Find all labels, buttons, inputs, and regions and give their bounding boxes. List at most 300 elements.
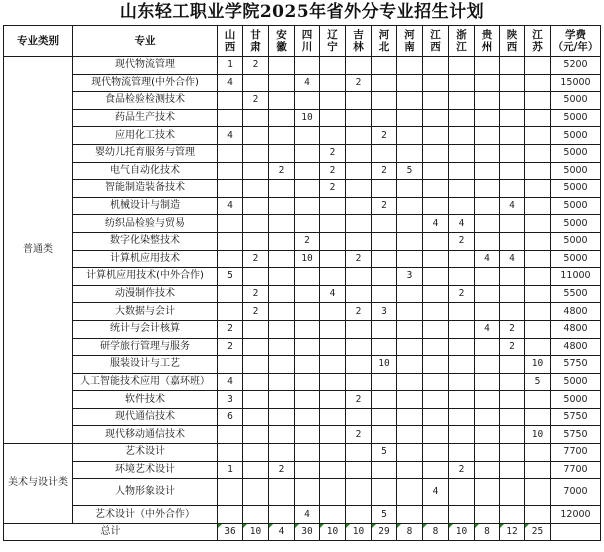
quota-cell bbox=[525, 127, 551, 145]
fee-cell: 7000 bbox=[551, 479, 601, 506]
quota-cell: 2 bbox=[320, 180, 346, 198]
fee-cell: 7700 bbox=[551, 461, 601, 479]
table-row bbox=[4, 109, 601, 127]
quota-cell bbox=[346, 356, 372, 374]
table-row bbox=[4, 338, 601, 356]
quota-cell bbox=[423, 391, 449, 409]
total-label: 总计 bbox=[4, 523, 218, 540]
quota-cell bbox=[449, 356, 475, 374]
major-cell: 机械设计与制造 bbox=[73, 197, 218, 215]
quota-cell bbox=[449, 144, 475, 162]
quota-cell bbox=[295, 144, 320, 162]
quota-cell: 10 bbox=[525, 426, 551, 444]
major-cell: 药品生产技术 bbox=[73, 109, 218, 127]
quota-cell: 1 bbox=[218, 57, 243, 75]
quota-cell bbox=[475, 268, 500, 286]
quota-cell bbox=[397, 180, 423, 198]
table-row bbox=[4, 144, 601, 162]
quota-cell bbox=[243, 506, 269, 524]
quota-cell bbox=[372, 479, 397, 506]
quota-cell bbox=[218, 303, 243, 321]
total-cell: 10 bbox=[320, 523, 346, 540]
quota-cell: 2 bbox=[243, 250, 269, 268]
fee-cell: 5000 bbox=[551, 373, 601, 391]
quota-cell: 4 bbox=[423, 479, 449, 506]
quota-cell bbox=[320, 373, 346, 391]
fee-cell: 5000 bbox=[551, 391, 601, 409]
quota-cell: 2 bbox=[346, 74, 372, 92]
header-province-char-1: 贵 bbox=[481, 29, 493, 41]
quota-cell: 4 bbox=[475, 250, 500, 268]
quota-cell: 2 bbox=[346, 426, 372, 444]
total-cell: 25 bbox=[525, 523, 551, 540]
quota-cell bbox=[320, 461, 346, 479]
quota-cell: 10 bbox=[372, 356, 397, 374]
quota-cell bbox=[423, 426, 449, 444]
header-province-char-1: 陕 bbox=[506, 29, 518, 41]
quota-cell bbox=[346, 373, 372, 391]
quota-cell: 2 bbox=[295, 232, 320, 250]
quota-cell bbox=[500, 373, 525, 391]
quota-cell bbox=[525, 109, 551, 127]
quota-cell bbox=[525, 338, 551, 356]
quota-cell bbox=[295, 285, 320, 303]
table-row bbox=[4, 391, 601, 409]
quota-cell bbox=[397, 232, 423, 250]
quota-cell bbox=[218, 426, 243, 444]
quota-cell bbox=[269, 144, 295, 162]
major-cell: 软件技术 bbox=[73, 391, 218, 409]
fee-cell: 5500 bbox=[551, 285, 601, 303]
quota-cell bbox=[243, 144, 269, 162]
major-cell: 现代物流管理 bbox=[73, 57, 218, 75]
quota-cell bbox=[218, 215, 243, 233]
fee-cell: 11000 bbox=[551, 268, 601, 286]
quota-cell bbox=[218, 232, 243, 250]
quota-cell bbox=[449, 426, 475, 444]
major-cell: 服装设计与工艺 bbox=[73, 356, 218, 374]
quota-cell bbox=[449, 92, 475, 110]
quota-cell bbox=[372, 92, 397, 110]
quota-cell bbox=[320, 57, 346, 75]
quota-cell: 4 bbox=[218, 373, 243, 391]
quota-cell bbox=[475, 92, 500, 110]
major-cell: 研学旅行管理与服务 bbox=[73, 338, 218, 356]
quota-cell bbox=[397, 144, 423, 162]
total-cell: 8 bbox=[475, 523, 500, 540]
quota-cell bbox=[475, 479, 500, 506]
quota-cell bbox=[475, 303, 500, 321]
quota-cell bbox=[372, 109, 397, 127]
fee-cell: 5000 bbox=[551, 197, 601, 215]
quota-cell bbox=[423, 232, 449, 250]
table-row bbox=[4, 506, 601, 524]
fee-cell: 5000 bbox=[551, 92, 601, 110]
table-row bbox=[4, 426, 601, 444]
major-cell: 现代物流管理(中外合作) bbox=[73, 74, 218, 92]
table-row bbox=[4, 197, 601, 215]
header-province-char-1: 甘 bbox=[250, 29, 261, 41]
quota-cell bbox=[500, 391, 525, 409]
quota-cell bbox=[346, 197, 372, 215]
quota-cell: 5 bbox=[525, 373, 551, 391]
header-province-char-2: 西 bbox=[430, 41, 441, 53]
total-cell: 10 bbox=[346, 523, 372, 540]
quota-cell: 4 bbox=[218, 74, 243, 92]
quota-cell bbox=[269, 74, 295, 92]
quota-cell bbox=[218, 144, 243, 162]
quota-cell: 2 bbox=[449, 285, 475, 303]
quota-cell bbox=[449, 444, 475, 462]
quota-cell bbox=[372, 461, 397, 479]
quota-cell bbox=[372, 285, 397, 303]
quota-cell bbox=[423, 506, 449, 524]
quota-cell bbox=[346, 444, 372, 462]
quota-cell bbox=[269, 408, 295, 426]
fee-cell: 5750 bbox=[551, 356, 601, 374]
quota-cell: 2 bbox=[346, 250, 372, 268]
quota-cell bbox=[449, 320, 475, 338]
header-province-char-1: 四 bbox=[301, 29, 313, 41]
quota-cell bbox=[423, 320, 449, 338]
quota-cell bbox=[397, 303, 423, 321]
total-cell: 8 bbox=[423, 523, 449, 540]
quota-cell bbox=[423, 285, 449, 303]
header-province-char-2: 北 bbox=[378, 41, 390, 53]
quota-cell bbox=[243, 109, 269, 127]
quota-cell bbox=[372, 250, 397, 268]
category-cell: 美术与设计类 bbox=[4, 444, 73, 524]
quota-cell bbox=[372, 373, 397, 391]
quota-cell bbox=[500, 162, 525, 180]
quota-cell bbox=[295, 444, 320, 462]
quota-cell bbox=[525, 461, 551, 479]
quota-cell bbox=[320, 444, 346, 462]
quota-cell bbox=[500, 268, 525, 286]
quota-cell: 3 bbox=[218, 391, 243, 409]
quota-cell bbox=[269, 373, 295, 391]
quota-cell: 2 bbox=[218, 338, 243, 356]
fee-cell: 4800 bbox=[551, 303, 601, 321]
fee-cell: 5000 bbox=[551, 215, 601, 233]
quota-cell bbox=[500, 127, 525, 145]
major-cell: 艺术设计（中外合作） bbox=[73, 506, 218, 524]
quota-cell bbox=[218, 506, 243, 524]
quota-cell bbox=[525, 197, 551, 215]
quota-cell bbox=[423, 444, 449, 462]
quota-cell bbox=[500, 180, 525, 198]
quota-cell bbox=[449, 109, 475, 127]
quota-cell bbox=[525, 444, 551, 462]
header-province-char-1: 辽 bbox=[327, 29, 338, 41]
quota-cell bbox=[500, 144, 525, 162]
quota-cell bbox=[525, 268, 551, 286]
quota-cell bbox=[525, 180, 551, 198]
quota-cell bbox=[269, 232, 295, 250]
quota-cell bbox=[475, 57, 500, 75]
header-province bbox=[372, 26, 397, 57]
quota-cell bbox=[243, 180, 269, 198]
table-row bbox=[4, 92, 601, 110]
total-cell: 8 bbox=[397, 523, 423, 540]
quota-cell bbox=[243, 162, 269, 180]
quota-cell bbox=[449, 373, 475, 391]
quota-cell bbox=[372, 232, 397, 250]
quota-cell bbox=[475, 408, 500, 426]
quota-cell: 2 bbox=[243, 285, 269, 303]
quota-cell bbox=[346, 338, 372, 356]
major-cell: 电气自动化技术 bbox=[73, 162, 218, 180]
quota-cell bbox=[449, 338, 475, 356]
quota-cell bbox=[218, 92, 243, 110]
quota-cell bbox=[320, 250, 346, 268]
quota-cell bbox=[423, 197, 449, 215]
quota-cell bbox=[397, 57, 423, 75]
quota-cell bbox=[397, 506, 423, 524]
major-cell: 艺术设计 bbox=[73, 444, 218, 462]
quota-cell bbox=[269, 127, 295, 145]
quota-cell bbox=[295, 57, 320, 75]
quota-cell bbox=[295, 373, 320, 391]
quota-cell bbox=[449, 408, 475, 426]
quota-cell: 2 bbox=[500, 320, 525, 338]
quota-cell bbox=[269, 57, 295, 75]
quota-cell bbox=[320, 506, 346, 524]
quota-cell bbox=[269, 391, 295, 409]
table-row bbox=[4, 162, 601, 180]
table-row bbox=[4, 127, 601, 145]
quota-cell bbox=[320, 215, 346, 233]
fee-cell: 5000 bbox=[551, 250, 601, 268]
quota-cell bbox=[243, 197, 269, 215]
quota-cell bbox=[295, 461, 320, 479]
category-cell: 普通类 bbox=[4, 57, 73, 444]
table-row bbox=[4, 320, 601, 338]
fee-cell: 4800 bbox=[551, 338, 601, 356]
header-province-char-2: 林 bbox=[353, 41, 364, 53]
quota-cell: 4 bbox=[500, 197, 525, 215]
quota-cell bbox=[346, 268, 372, 286]
fee-cell: 12000 bbox=[551, 506, 601, 524]
quota-cell bbox=[423, 338, 449, 356]
quota-cell: 4 bbox=[218, 127, 243, 145]
quota-cell: 4 bbox=[295, 506, 320, 524]
quota-cell bbox=[397, 356, 423, 374]
quota-cell bbox=[525, 144, 551, 162]
quota-cell bbox=[500, 461, 525, 479]
table-row bbox=[4, 57, 601, 75]
quota-cell bbox=[295, 92, 320, 110]
quota-cell bbox=[346, 408, 372, 426]
table-row bbox=[4, 180, 601, 198]
quota-cell bbox=[397, 320, 423, 338]
major-cell: 智能制造装备技术 bbox=[73, 180, 218, 198]
quota-cell bbox=[320, 109, 346, 127]
quota-cell bbox=[346, 232, 372, 250]
quota-cell bbox=[295, 197, 320, 215]
quota-cell bbox=[243, 426, 269, 444]
quota-cell bbox=[269, 506, 295, 524]
quota-cell bbox=[218, 162, 243, 180]
quota-cell bbox=[475, 180, 500, 198]
quota-cell: 4 bbox=[423, 215, 449, 233]
quota-cell bbox=[346, 285, 372, 303]
quota-cell bbox=[475, 461, 500, 479]
total-cell: 29 bbox=[372, 523, 397, 540]
quota-cell bbox=[500, 232, 525, 250]
quota-cell bbox=[475, 285, 500, 303]
quota-cell bbox=[423, 268, 449, 286]
table-row bbox=[4, 303, 601, 321]
quota-cell: 2 bbox=[320, 162, 346, 180]
fee-cell: 5000 bbox=[551, 162, 601, 180]
quota-cell bbox=[346, 92, 372, 110]
quota-cell bbox=[525, 479, 551, 506]
header-category: 专业类别 bbox=[4, 26, 73, 57]
header-province-char-2: 徽 bbox=[276, 41, 287, 53]
quota-cell: 2 bbox=[372, 162, 397, 180]
quota-cell bbox=[346, 461, 372, 479]
quota-cell bbox=[295, 356, 320, 374]
quota-cell bbox=[449, 506, 475, 524]
quota-cell bbox=[475, 356, 500, 374]
quota-cell bbox=[475, 197, 500, 215]
quota-cell bbox=[397, 92, 423, 110]
quota-cell bbox=[423, 373, 449, 391]
quota-cell bbox=[346, 144, 372, 162]
quota-cell: 2 bbox=[269, 461, 295, 479]
header-fee-line: （元/年） bbox=[552, 41, 599, 53]
quota-cell bbox=[449, 479, 475, 506]
quota-cell bbox=[320, 408, 346, 426]
quota-cell bbox=[320, 479, 346, 506]
quota-cell bbox=[269, 215, 295, 233]
total-cell: 30 bbox=[295, 523, 320, 540]
total-fee-cell bbox=[551, 523, 601, 540]
quota-cell bbox=[295, 408, 320, 426]
quota-cell bbox=[500, 479, 525, 506]
quota-cell: 2 bbox=[269, 162, 295, 180]
major-cell: 统计与会计核算 bbox=[73, 320, 218, 338]
major-cell: 计算机应用技术 bbox=[73, 250, 218, 268]
header-province-char-2: 宁 bbox=[327, 41, 338, 53]
header-fee-line: 学费 bbox=[565, 29, 586, 41]
quota-cell: 5 bbox=[397, 162, 423, 180]
quota-cell: 10 bbox=[525, 356, 551, 374]
quota-cell bbox=[372, 74, 397, 92]
quota-cell bbox=[346, 180, 372, 198]
quota-cell: 2 bbox=[320, 144, 346, 162]
table-row bbox=[4, 74, 601, 92]
quota-cell: 1 bbox=[218, 461, 243, 479]
table-row bbox=[4, 215, 601, 233]
quota-cell bbox=[243, 391, 269, 409]
quota-cell bbox=[475, 232, 500, 250]
header-province bbox=[320, 26, 346, 57]
quota-cell bbox=[500, 506, 525, 524]
quota-cell: 10 bbox=[295, 109, 320, 127]
quota-cell bbox=[295, 320, 320, 338]
major-cell: 大数据与会计 bbox=[73, 303, 218, 321]
quota-cell bbox=[500, 303, 525, 321]
total-cell: 12 bbox=[500, 523, 525, 540]
header-province-char-1: 浙 bbox=[456, 29, 467, 41]
quota-cell bbox=[423, 92, 449, 110]
major-cell: 计算机应用技术(中外合作) bbox=[73, 268, 218, 286]
quota-cell bbox=[320, 127, 346, 145]
major-cell: 动漫制作技术 bbox=[73, 285, 218, 303]
header-province-char-1: 河 bbox=[378, 29, 390, 41]
table-row bbox=[4, 356, 601, 374]
header-province-char-2: 西 bbox=[224, 41, 236, 53]
quota-cell: 4 bbox=[500, 250, 525, 268]
table-row bbox=[4, 232, 601, 250]
quota-cell bbox=[397, 461, 423, 479]
quota-cell bbox=[500, 92, 525, 110]
quota-cell bbox=[397, 109, 423, 127]
quota-cell bbox=[372, 144, 397, 162]
header-province-char-2: 州 bbox=[481, 41, 493, 53]
quota-cell bbox=[372, 57, 397, 75]
quota-cell bbox=[449, 303, 475, 321]
quota-cell bbox=[475, 373, 500, 391]
table-row bbox=[4, 408, 601, 426]
quota-cell bbox=[269, 109, 295, 127]
header-province bbox=[423, 26, 449, 57]
quota-cell bbox=[475, 444, 500, 462]
quota-cell bbox=[295, 215, 320, 233]
fee-cell: 5000 bbox=[551, 180, 601, 198]
header-province-char-1: 吉 bbox=[353, 29, 364, 41]
fee-cell: 5750 bbox=[551, 426, 601, 444]
quota-cell bbox=[243, 479, 269, 506]
quota-cell bbox=[243, 215, 269, 233]
table-row bbox=[4, 373, 601, 391]
quota-cell bbox=[397, 74, 423, 92]
major-cell: 数字化染整技术 bbox=[73, 232, 218, 250]
quota-cell bbox=[397, 391, 423, 409]
major-cell: 人工智能技术应用（嘉环班） bbox=[73, 373, 218, 391]
quota-cell bbox=[346, 215, 372, 233]
quota-cell: 2 bbox=[372, 127, 397, 145]
quota-cell bbox=[346, 57, 372, 75]
quota-cell bbox=[218, 109, 243, 127]
enrollment-plan-table bbox=[3, 25, 601, 541]
quota-cell bbox=[320, 268, 346, 286]
header-fee bbox=[551, 26, 601, 57]
fee-cell: 15000 bbox=[551, 74, 601, 92]
header-province bbox=[449, 26, 475, 57]
quota-cell bbox=[269, 250, 295, 268]
quota-cell bbox=[372, 215, 397, 233]
header-province bbox=[500, 26, 525, 57]
header-province-char-1: 江 bbox=[430, 29, 441, 41]
quota-cell: 2 bbox=[243, 303, 269, 321]
quota-cell bbox=[372, 338, 397, 356]
quota-cell bbox=[423, 127, 449, 145]
quota-cell bbox=[269, 303, 295, 321]
quota-cell bbox=[500, 215, 525, 233]
quota-cell bbox=[346, 506, 372, 524]
quota-cell bbox=[320, 338, 346, 356]
quota-cell bbox=[423, 461, 449, 479]
quota-cell: 5 bbox=[372, 444, 397, 462]
quota-cell: 2 bbox=[346, 391, 372, 409]
quota-cell bbox=[500, 356, 525, 374]
quota-cell bbox=[372, 180, 397, 198]
quota-cell bbox=[500, 444, 525, 462]
quota-cell bbox=[320, 92, 346, 110]
